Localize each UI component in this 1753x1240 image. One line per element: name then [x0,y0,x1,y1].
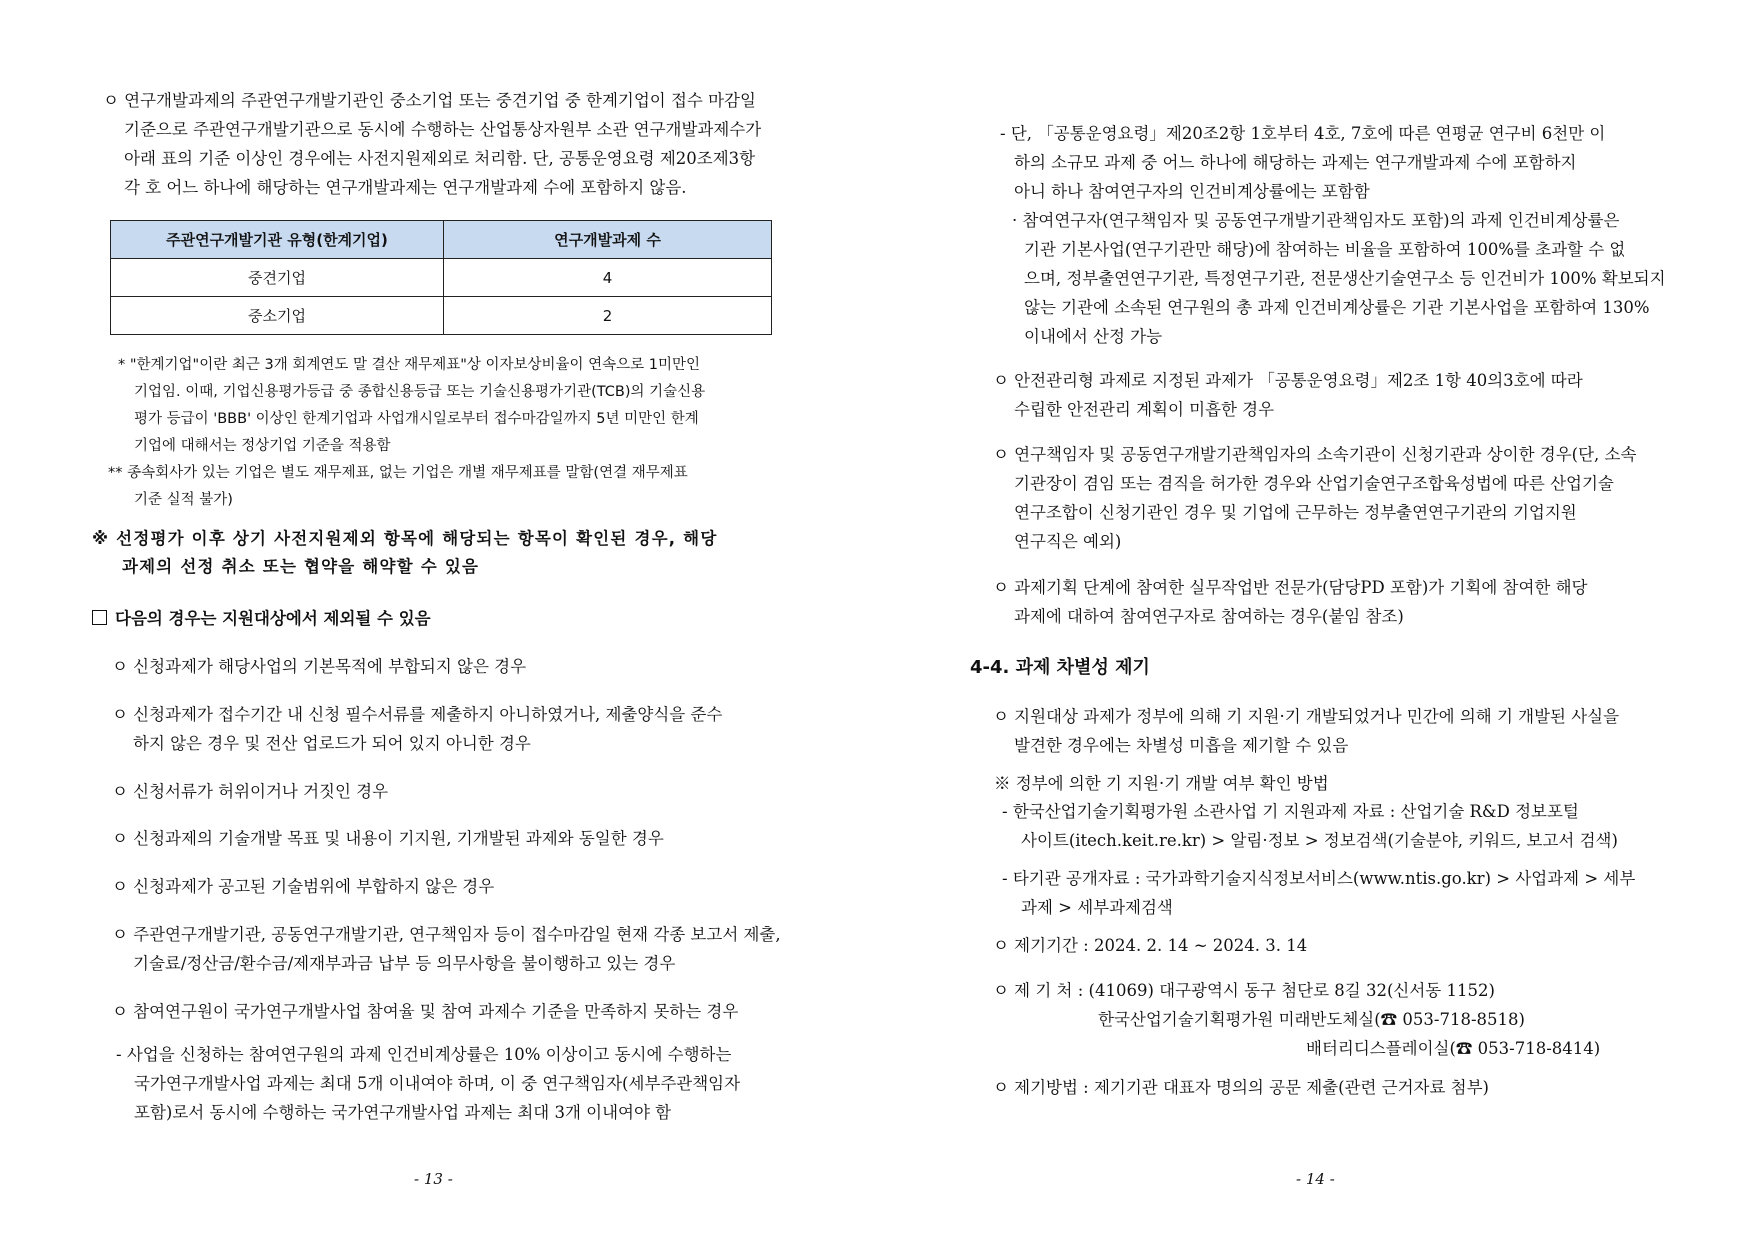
sec-line: ㅇ 지원대상 과제가 정부에 의해 기 지원·기 개발되었거나 민간에 의해 기 개발된 사실을 [993,707,1620,726]
top-line: 아니 하나 참여연구자의 인건비계상률에는 포함함 [1014,182,1370,201]
sec-line: 배터리디스플레이실(☎ 053-718-8414) [1306,1039,1601,1058]
top-line: 이내에서 산정 가능 [1024,327,1163,346]
section-title [92,604,431,633]
page-14 [876,0,1753,1240]
limit-table [110,220,772,335]
table-row [111,259,772,297]
top-line: · 참여연구자(연구책임자 및 공동연구개발기관책임자도 포함)의 과제 인건비계상률은 [1012,211,1620,230]
table-header: 연구개발과제 수 [444,221,772,259]
note-line: ** 종속회사가 있는 기업은 별도 재무제표, 없는 기업은 개별 재무제표를 말함(연결 재무제표 [108,465,688,481]
note-line: 기업임. 이때, 기업신용평가등급 중 종합신용등급 또는 기술신용평가기관(TCB)의 기술신용 [134,384,706,400]
list-item-cont: 연구직은 예외) [1014,532,1122,551]
sec-line: - 한국산업기술기획평가원 소관사업 기 지원과제 자료 : 산업기술 R&D 정보포털 [1002,802,1579,821]
list-item: ㅇ 안전관리형 과제로 지정된 과제가 「공통운영요령」제2조 1항 40의3호에 따라 [993,371,1583,390]
table-cell: 4 [444,259,772,297]
top-line: 으며, 정부출연연구기관, 특정연구기관, 전문생산기술연구소 등 인건비가 100% 확보되지 [1024,269,1666,288]
sec-line: 사이트(itech.keit.re.kr) > 알림·정보 > 정보검색(기술분야, 키워드, 보고서 검색) [1021,831,1618,850]
sec-line: ㅇ 제 기 처 : (41069) 대구광역시 동구 첨단로 8길 32(신서동 1152) [993,981,1495,1000]
list-item: ㅇ 신청과제의 기술개발 목표 및 내용이 기지원, 기개발된 과제와 동일한 경우 [112,829,664,848]
list-item: ㅇ 신청과제가 공고된 기술범위에 부합하지 않은 경우 [112,877,495,896]
sec-line: - 타기관 공개자료 : 국가과학기술지식정보서비스(www.ntis.go.kr) > 사업과제 > 세부 [1002,869,1636,888]
list-item: ㅇ 신청서류가 허위이거나 거짓인 경우 [112,782,389,801]
top-line: 않는 기관에 소속된 연구원의 총 과제 인건비계상률은 기관 기본사업을 포함하여 130% [1024,298,1650,317]
page-number: - 14 - [1296,1170,1335,1188]
note-line: * "한계기업"이란 최근 3개 회계연도 말 결산 재무제표"상 이자보상비율이 연속으로 1미만인 [118,357,701,373]
list-item-cont: 연구조합이 신청기관인 경우 및 기업에 근무하는 정부출연연구기관의 기업지원 [1014,503,1577,522]
list-item-cont: 하지 않은 경우 및 전산 업로드가 되어 있지 아니한 경우 [133,734,531,753]
list-item: ㅇ 연구책임자 및 공동연구개발기관책임자의 소속기관이 신청기관과 상이한 경우(단, 소속 [993,445,1637,464]
sec-line: ㅇ 제기기간 : 2024. 2. 14 ~ 2024. 3. 14 [993,936,1308,955]
sec-line: 발견한 경우에는 차별성 미흡을 제기할 수 있음 [1014,736,1349,755]
sec-line: 한국산업기술기획평가원 미래반도체실(☎ 053-718-8518) [1098,1010,1525,1029]
sec-line: ※ 정부에 의한 기 지원·기 개발 여부 확인 방법 [994,774,1329,793]
warning-line: ※ 선정평가 이후 상기 사전지원제외 항목에 해당되는 항목이 확인된 경우, 해당 [92,529,718,548]
note-line: 기준 실적 불가) [134,492,233,508]
list-item-cont: 기관장이 겸임 또는 겸직을 허가한 경우와 산업기술연구조합육성법에 따른 산업기술 [1014,474,1614,493]
list-item-cont: 국가연구개발사업 과제는 최대 5개 이내여야 하며, 이 중 연구책임자(세부주관책임자 [134,1074,741,1093]
checkbox-icon [92,610,107,625]
section-title-text: 다음의 경우는 지원대상에서 제외될 수 있음 [115,609,431,628]
sec-line: 과제 > 세부과제검색 [1021,898,1173,917]
list-item: ㅇ 참여연구원이 국가연구개발사업 참여율 및 참여 과제수 기준을 만족하지 못하는 경우 [112,1002,739,1021]
note-line: 기업에 대해서는 정상기업 기준을 적용함 [134,438,391,454]
list-item: ㅇ 주관연구개발기관, 공동연구개발기관, 연구책임자 등이 접수마감일 현재 각종 보고서 제출, [112,925,781,944]
table-cell: 2 [444,297,772,335]
top-line: 기관 기본사업(연구기관만 해당)에 참여하는 비율을 포함하여 100%를 초과할 수 없 [1024,240,1626,259]
list-item: ㅇ 신청과제가 접수기간 내 신청 필수서류를 제출하지 아니하였거나, 제출양식을 준수 [112,705,723,724]
table-row [111,297,772,335]
list-item: - 사업을 신청하는 참여연구원의 과제 인건비계상률은 10% 이상이고 동시에 수행하는 [116,1045,732,1064]
table-header-row [111,221,772,259]
warning-line: 과제의 선정 취소 또는 협약을 해약할 수 있음 [122,557,480,576]
list-item: ㅇ 과제기획 단계에 참여한 실무작업반 전문가(담당PD 포함)가 기획에 참여한 해당 [993,578,1588,597]
list-item-cont: 수립한 안전관리 계획이 미흡한 경우 [1014,400,1275,419]
list-item-cont: 과제에 대하여 참여연구자로 참여하는 경우(붙임 참조) [1014,607,1404,626]
page-13 [0,0,876,1240]
intro-line: ㅇ 연구개발과제의 주관연구개발기관인 중소기업 또는 중견기업 중 한계기업이 접수 마감일 [103,91,756,110]
list-item: ㅇ 신청과제가 해당사업의 기본목적에 부합되지 않은 경우 [112,657,527,676]
table-header: 주관연구개발기관 유형(한계기업) [111,221,444,259]
intro-line: 기준으로 주관연구개발기관으로 동시에 수행하는 산업통상자원부 소관 연구개발과제수가 [124,120,762,139]
table-cell: 중견기업 [111,259,444,297]
top-line: - 단, 「공통운영요령」제20조2항 1호부터 4호, 7호에 따른 연평균 연구비 6천만 이 [1000,124,1606,143]
note-line: 평가 등급이 'BBB' 이상인 한계기업과 사업개시일로부터 접수마감일까지 5년 미만인 한계 [134,411,699,427]
intro-line: 아래 표의 기준 이상인 경우에는 사전지원제외로 처리함. 단, 공통운영요령 제20조제3항 [124,149,756,168]
top-line: 하의 소규모 과제 중 어느 하나에 해당하는 과제는 연구개발과제 수에 포함하지 [1014,153,1577,172]
list-item-cont: 기술료/정산금/환수금/제재부과금 납부 등 의무사항을 불이행하고 있는 경우 [133,954,676,973]
table-cell: 중소기업 [111,297,444,335]
intro-line: 각 호 어느 하나에 해당하는 연구개발과제는 연구개발과제 수에 포함하지 않음. [124,178,687,197]
page-number: - 13 - [414,1170,453,1188]
sec-line: ㅇ 제기방법 : 제기기관 대표자 명의의 공문 제출(관련 근거자료 첨부) [993,1078,1489,1097]
section-title: 4-4. 과제 차별성 제기 [970,657,1150,678]
list-item-cont: 포함)로서 동시에 수행하는 국가연구개발사업 과제는 최대 3개 이내여야 함 [134,1103,672,1122]
